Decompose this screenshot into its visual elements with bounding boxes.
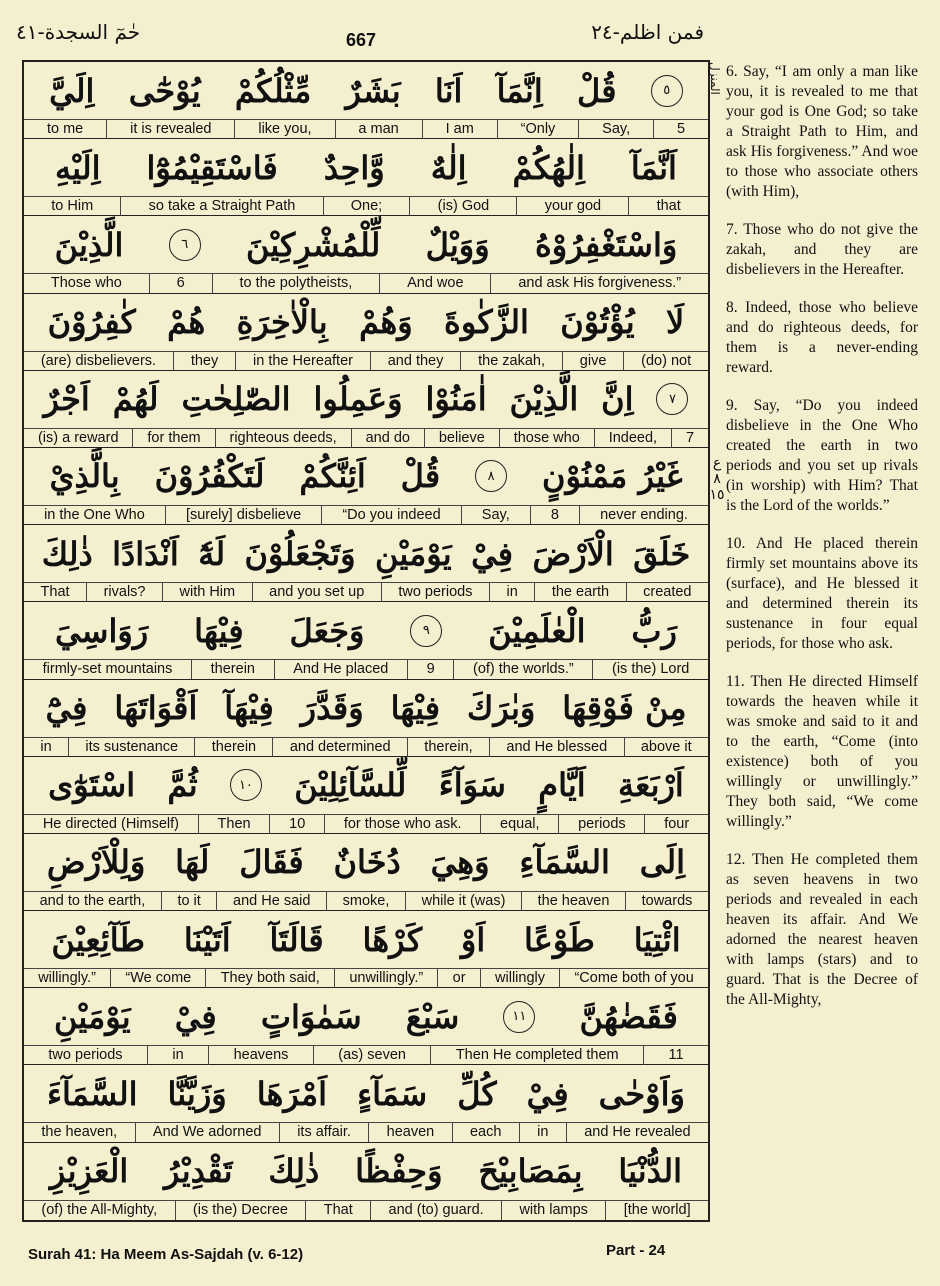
arabic-word: ذٰلِكَ <box>268 1152 320 1191</box>
arabic-word: اِلَى <box>639 843 686 882</box>
english-gloss-cell: and He revealed <box>566 1123 708 1142</box>
translation-verse: 12. Then He completed them as seven heavens in two periods and revealed in each heaven its affair. And We adorned the nearest heaven with lamps (stars) and to guard. That is the Decree of the All-Mighty, <box>726 851 918 1008</box>
arabic-word: بَشَرٌ <box>345 71 401 110</box>
translation-verse: 9. Say, “Do you indeed disbelieve in the One Who created the earth in two periods and you set up rivals (in worship) with Him? That is the Lord of the worlds.” <box>726 397 918 514</box>
english-gloss-cell: “We come <box>110 969 205 988</box>
header-surah-name: حٰمٓ السجدة-٤١ <box>16 20 141 44</box>
ruku-count: ١٥ <box>709 487 725 503</box>
arabic-word: سَمٰوَاتٍ <box>260 997 362 1036</box>
translation-column <box>726 62 918 1028</box>
arabic-line <box>24 1143 708 1200</box>
arabic-line <box>24 602 708 659</box>
english-gloss-line <box>24 505 708 525</box>
english-gloss-cell: 5 <box>653 120 708 139</box>
arabic-line <box>24 139 708 196</box>
english-gloss-cell: And woe <box>379 274 490 293</box>
arabic-word: لِّلْمُشْرِكِيْنَ <box>246 225 381 264</box>
ayah-number-marker: ١٠ <box>230 769 262 801</box>
arabic-word: وَعَمِلُوا <box>313 380 403 419</box>
arabic-word: اَرْبَعَةِ <box>617 766 684 805</box>
english-gloss-cell: 11 <box>643 1046 708 1065</box>
translation-verse: 7. Those who do not give the zakah, and they are disbelievers in the Hereafter. <box>726 221 918 278</box>
arabic-word: خَلَقَ <box>633 534 691 573</box>
arabic-line <box>24 62 708 119</box>
arabic-line <box>24 294 708 351</box>
english-gloss-cell: (do) not <box>623 352 708 371</box>
english-gloss-line <box>24 968 708 988</box>
english-gloss-cell: in <box>519 1123 566 1142</box>
arabic-word: الزَّكٰوةَ <box>444 303 529 342</box>
english-gloss-cell: each <box>452 1123 519 1142</box>
english-gloss-line <box>24 1122 708 1142</box>
verse-row <box>24 294 708 371</box>
arabic-word: هُمْ <box>167 303 206 342</box>
arabic-word: اَجْرٌ <box>43 380 90 419</box>
word-by-word-grid <box>22 60 710 1222</box>
arabic-word: فِيْ <box>471 534 514 573</box>
english-gloss-cell: (of) the All-Mighty, <box>41 1201 158 1218</box>
english-gloss-cell: your god <box>516 197 628 216</box>
arabic-word: وَوَيْلٌ <box>425 225 490 264</box>
english-gloss-cell: righteous deeds, <box>215 429 351 448</box>
arabic-word: فِيْ <box>526 1074 569 1113</box>
arabic-word: فِيْهَآ <box>224 689 274 727</box>
arabic-word: اَنْدَادًا <box>112 534 179 573</box>
english-gloss-line <box>24 1045 708 1065</box>
english-gloss-line <box>24 582 708 602</box>
page-number: 667 <box>346 30 377 50</box>
arabic-word: يَوْمَيْنِ <box>375 534 452 573</box>
english-gloss-cell: firmly-set mountains <box>42 661 173 678</box>
arabic-word: لَا <box>665 303 685 342</box>
english-gloss-cell: the heaven, <box>41 1124 118 1141</box>
english-gloss-cell: “Come both of you <box>559 969 708 988</box>
english-gloss-line <box>24 119 708 139</box>
translation-verse: 10. And He placed therein firmly set mountains above its (surface), and He blessed it and determined therein its sustenance in four equal periods, for those who ask. <box>726 535 918 652</box>
english-gloss-cell: (is) a reward <box>37 429 119 446</box>
english-gloss-cell: That <box>40 584 70 601</box>
arabic-word: الصّٰلِحٰتِ <box>181 380 291 419</box>
english-gloss-cell: give <box>562 352 623 371</box>
english-gloss-cell: rivals? <box>86 583 162 602</box>
verse-row <box>24 680 708 757</box>
arabic-word: قُلْ <box>400 457 441 496</box>
arabic-word: غَيْرُ مَمْنُوْنٍ <box>541 457 683 496</box>
ruku-marker <box>706 455 728 503</box>
english-gloss-cell: 7 <box>671 429 708 448</box>
arabic-word: الدُّنْيَا <box>618 1152 683 1191</box>
arabic-word: وَجَعَلَ <box>289 611 365 650</box>
manzil-label: المنزل <box>708 62 722 95</box>
arabic-word: اَقْوَاتَهَا <box>114 689 198 727</box>
arabic-word: وَهِيَ <box>430 843 490 882</box>
arabic-word: رَوَاسِيَ <box>54 611 149 650</box>
english-gloss-cell: That <box>305 1201 370 1220</box>
english-gloss-line <box>24 428 708 448</box>
arabic-word: فِيْهَا <box>194 611 244 650</box>
translation-verse: 8. Indeed, those who believe and do righteous deeds, for them is a never-ending reward. <box>726 299 918 376</box>
header-juz-name: فمن اظلم-٢٤ <box>591 20 704 44</box>
english-gloss-cell: [the world] <box>605 1201 708 1220</box>
english-gloss-cell: in <box>147 1046 208 1065</box>
arabic-word: اِلٰهُكُمْ <box>512 148 585 187</box>
english-gloss-cell: and do <box>351 429 424 448</box>
arabic-word: الَّذِيْنَ <box>509 380 579 419</box>
english-gloss-cell: and you set up <box>252 583 381 602</box>
english-gloss-cell: therein <box>191 660 274 679</box>
arabic-word: فِيْهَا <box>390 689 441 727</box>
arabic-word: اٰمَنُوْا <box>425 380 487 419</box>
english-gloss-line <box>24 891 708 911</box>
english-gloss-cell: and they <box>370 352 460 371</box>
arabic-word: اِنَّ <box>601 380 634 419</box>
english-gloss-cell: two periods <box>48 1047 123 1064</box>
english-gloss-cell: that <box>628 197 708 216</box>
arabic-word: فَقَالَ <box>239 843 304 882</box>
english-gloss-cell: those who <box>499 429 594 448</box>
english-gloss-cell: towards <box>625 892 708 911</box>
english-gloss-line <box>24 351 708 371</box>
english-gloss-cell: Then <box>198 815 270 834</box>
arabic-word: لَهُمْ <box>112 380 159 419</box>
english-gloss-cell: its affair. <box>279 1123 368 1142</box>
english-gloss-cell: Say, <box>578 120 653 139</box>
arabic-word: دُخَانٌ <box>333 843 401 882</box>
english-gloss-cell: 8 <box>530 506 579 525</box>
verse-row <box>24 911 708 988</box>
ayah-number-marker: ٦ <box>169 229 201 261</box>
verse-row <box>24 525 708 602</box>
verse-row <box>24 757 708 834</box>
arabic-word: تَقْدِيْرُ <box>164 1152 233 1191</box>
english-gloss-cell: heavens <box>208 1046 313 1065</box>
english-gloss-line <box>24 273 708 293</box>
english-gloss-cell: Say, <box>461 506 530 525</box>
english-gloss-cell: (is) God <box>409 197 516 216</box>
arabic-word: اِلَيَّ <box>49 71 95 110</box>
arabic-word: طَآئِعِيْنَ <box>51 920 145 959</box>
arabic-word: وَاَوْحٰى <box>598 1074 685 1113</box>
arabic-word: كُلِّ <box>457 1074 497 1113</box>
verse-row <box>24 216 708 293</box>
english-gloss-cell: like you, <box>234 120 334 139</box>
arabic-word: طَوْعًا <box>524 920 595 959</box>
arabic-word: كٰفِرُوْنَ <box>47 303 136 342</box>
ruku-number: ٨ <box>713 471 721 487</box>
arabic-line <box>24 371 708 428</box>
arabic-word: مِنْ فَوْقِهَا <box>562 689 687 727</box>
arabic-word: وَحِفْظًا <box>355 1152 443 1191</box>
arabic-word: الْعٰلَمِيْنَ <box>488 611 586 650</box>
arabic-line <box>24 216 708 273</box>
ayah-number-marker: ١١ <box>503 1001 535 1033</box>
english-gloss-cell: They both said, <box>205 969 334 988</box>
arabic-line <box>24 1065 708 1122</box>
english-gloss-cell: Then He completed them <box>430 1046 643 1065</box>
arabic-word: اَوْ <box>460 920 486 959</box>
english-gloss-cell: created <box>626 583 708 602</box>
arabic-word: ذٰلِكَ <box>41 534 93 573</box>
english-gloss-cell: And He placed <box>274 660 407 679</box>
arabic-line <box>24 448 708 505</box>
arabic-word: اَيَّامٍ <box>538 766 586 805</box>
arabic-word: فَاسْتَقِيْمُوْٓا <box>146 148 278 187</box>
english-gloss-cell: and He said <box>216 892 326 911</box>
arabic-word: فَقَضٰهُنَّ <box>579 997 678 1036</box>
english-gloss-cell: willingly <box>480 969 559 988</box>
arabic-line <box>24 525 708 582</box>
arabic-word: قَالَتَآ <box>269 920 324 959</box>
arabic-word: يُوْحٰٓى <box>128 71 201 110</box>
english-gloss-cell: One; <box>323 197 410 216</box>
arabic-word: السَّمَآءِ <box>519 843 610 882</box>
arabic-word: لَهٗٓ <box>198 534 226 573</box>
english-gloss-cell: equal, <box>480 815 558 834</box>
english-gloss-cell: for those who ask. <box>324 815 480 834</box>
english-gloss-cell: heaven <box>368 1123 451 1142</box>
arabic-line <box>24 988 708 1045</box>
verse-row <box>24 448 708 525</box>
english-gloss-cell: and (to) guard. <box>370 1201 501 1220</box>
arabic-word: فِيْ <box>174 997 217 1036</box>
english-gloss-cell: in the Hereafter <box>235 352 370 371</box>
arabic-line <box>24 757 708 814</box>
arabic-word: وَقَدَّرَ <box>300 689 364 727</box>
arabic-word: الَّذِيْنَ <box>54 225 124 264</box>
english-gloss-cell: (as) seven <box>313 1046 431 1065</box>
english-gloss-cell: “Only <box>497 120 579 139</box>
ruku-letter: ع <box>712 455 722 471</box>
verse-row <box>24 602 708 679</box>
english-gloss-cell: 10 <box>269 815 324 834</box>
english-gloss-cell: 9 <box>407 660 453 679</box>
arabic-word: وَّاحِدٌ <box>323 148 385 187</box>
ayah-number-marker: ٩ <box>410 615 442 647</box>
english-gloss-cell: and determined <box>272 738 406 757</box>
translation-verse: 6. Say, “I am only a man like you, it is revealed to me that your god is One God; so take a Straight Path to Him, and ask His forgiveness.” And woe to those who associate others (with Him), <box>726 63 918 200</box>
english-gloss-cell: Indeed, <box>594 429 671 448</box>
arabic-word: سَوَآءً <box>438 766 506 805</box>
arabic-word: ثُمَّ <box>167 766 198 805</box>
arabic-word: اَنَا <box>434 71 463 110</box>
english-gloss-cell: it is revealed <box>106 120 234 139</box>
arabic-word: وَهُمْ <box>359 303 413 342</box>
english-gloss-cell: four <box>644 815 708 834</box>
english-gloss-cell: above it <box>624 738 709 757</box>
arabic-word: فِيْٓ <box>45 689 88 727</box>
verse-row <box>24 834 708 911</box>
ayah-number-marker: ٥ <box>651 75 683 107</box>
arabic-word: وَزَيَّنَّا <box>167 1074 227 1113</box>
english-gloss-cell: the earth <box>534 583 625 602</box>
english-gloss-cell: never ending. <box>579 506 708 525</box>
arabic-word: اسْتَوٰٓى <box>48 766 136 805</box>
arabic-word: ائْتِيَا <box>633 920 681 959</box>
arabic-word: اِلٰهٌ <box>430 148 467 187</box>
english-gloss-cell: in the One Who <box>44 506 145 523</box>
arabic-line <box>24 680 708 737</box>
english-gloss-cell: the zakah, <box>460 352 562 371</box>
english-gloss-cell: (is the) Decree <box>175 1201 306 1220</box>
arabic-word: اَمْرَهَا <box>256 1074 328 1113</box>
english-gloss-cell: and to the earth, <box>39 892 146 909</box>
english-gloss-line <box>24 196 708 216</box>
arabic-word: لَهَا <box>175 843 210 882</box>
arabic-word: وَبٰرَكَ <box>466 689 536 727</box>
verse-row <box>24 139 708 216</box>
footer-part: Part - 24 <box>606 1242 666 1259</box>
arabic-word: سَمَآءٍ <box>357 1074 428 1113</box>
arabic-word: لَتَكْفُرُوْنَ <box>154 457 265 496</box>
arabic-word: اَنَّمَآ <box>630 148 677 187</box>
arabic-word: السَّمَآءَ <box>47 1074 138 1113</box>
english-gloss-cell: so take a Straight Path <box>120 197 322 216</box>
ayah-number-marker: ٧ <box>656 383 688 415</box>
arabic-word: قُلْ <box>576 71 617 110</box>
arabic-word: بِالْاٰخِرَةِ <box>236 303 328 342</box>
english-gloss-cell: to me <box>46 121 84 137</box>
english-gloss-cell: 6 <box>149 274 212 293</box>
english-gloss-line <box>24 1200 708 1220</box>
english-gloss-cell: its sustenance <box>68 738 194 757</box>
arabic-word: الْاَرْضَ <box>532 534 614 573</box>
english-gloss-cell: to Him <box>51 198 94 215</box>
english-gloss-line <box>24 659 708 679</box>
verse-row <box>24 1143 708 1220</box>
verse-row <box>24 1065 708 1142</box>
english-gloss-cell: (of) the worlds.” <box>453 660 592 679</box>
english-gloss-cell: believe <box>424 429 499 448</box>
english-gloss-cell: a man <box>335 120 422 139</box>
arabic-word: مِّثْلُكُمْ <box>234 71 312 110</box>
arabic-word: لِّلسَّآئِلِيْنَ <box>294 766 407 805</box>
english-gloss-cell: [surely] disbelieve <box>165 506 321 525</box>
arabic-word: اَئِنَّكُمْ <box>299 457 366 496</box>
english-gloss-cell: (is the) Lord <box>592 660 708 679</box>
ayah-number-marker: ٨ <box>475 460 507 492</box>
english-gloss-cell: therein <box>194 738 272 757</box>
english-gloss-cell: to the polytheists, <box>212 274 380 293</box>
english-gloss-cell: in <box>489 583 534 602</box>
english-gloss-cell: Those who <box>50 275 122 292</box>
english-gloss-cell: “Do you indeed <box>321 506 460 525</box>
english-gloss-cell: and He blessed <box>489 738 623 757</box>
english-gloss-cell: for them <box>132 429 214 448</box>
translation-verse: 11. Then He directed Himself towards the heaven while it was smoke and said to it and to the earth, “Come (into existence) both of you willingly or unwillingly.” They both said, “We come willingly.” <box>726 673 918 830</box>
english-gloss-cell: while it (was) <box>405 892 521 911</box>
english-gloss-cell: and ask His forgiveness.” <box>490 274 708 293</box>
arabic-word: اِنَّمَآ <box>496 71 543 110</box>
english-gloss-line <box>24 814 708 834</box>
english-gloss-cell: two periods <box>381 583 489 602</box>
arabic-word: وَاسْتَغْفِرُوْهُ <box>535 225 678 264</box>
arabic-word: وَتَجْعَلُوْنَ <box>244 534 356 573</box>
footer-surah: Surah 41: Ha Meem As-Sajdah (v. 6-12) <box>28 1246 304 1263</box>
english-gloss-cell: with lamps <box>501 1201 605 1220</box>
verse-row <box>24 371 708 448</box>
arabic-word: كَرْهًا <box>362 920 423 959</box>
english-gloss-cell: in <box>40 738 52 755</box>
arabic-line <box>24 834 708 891</box>
english-gloss-cell: the heaven <box>521 892 625 911</box>
arabic-word: وَلِلْاَرْضِ <box>46 843 146 882</box>
arabic-word: الْعَزِيْزِ <box>49 1152 129 1191</box>
english-gloss-cell: smoke, <box>326 892 405 911</box>
english-gloss-cell: they <box>173 352 235 371</box>
arabic-word: يُؤْتُوْنَ <box>560 303 635 342</box>
english-gloss-cell: unwillingly.” <box>334 969 437 988</box>
arabic-word: بِالَّذِيْ <box>49 457 120 496</box>
arabic-word: اَتَيْنَا <box>183 920 231 959</box>
english-gloss-cell: (are) disbelievers. <box>40 352 157 369</box>
verse-row <box>24 988 708 1065</box>
english-gloss-cell: therein, <box>407 738 489 757</box>
english-gloss-cell: He directed (Himself) <box>42 815 179 832</box>
english-gloss-cell: with Him <box>162 583 252 602</box>
english-gloss-cell: I am <box>422 120 497 139</box>
english-gloss-cell: periods <box>558 815 644 834</box>
arabic-word: بِمَصَابِيْحَ <box>478 1152 583 1191</box>
english-gloss-cell: willingly.” <box>38 970 96 987</box>
arabic-word: يَوْمَيْنِ <box>54 997 131 1036</box>
verse-row <box>24 62 708 139</box>
english-gloss-cell: or <box>437 969 479 988</box>
arabic-word: رَبُّ <box>631 611 677 650</box>
arabic-word: اِلَيْهِ <box>55 148 101 187</box>
arabic-word: سَبْعَ <box>405 997 460 1036</box>
english-gloss-line <box>24 737 708 757</box>
arabic-line <box>24 911 708 968</box>
english-gloss-cell: to it <box>161 892 217 911</box>
english-gloss-cell: And We adorned <box>135 1123 279 1142</box>
